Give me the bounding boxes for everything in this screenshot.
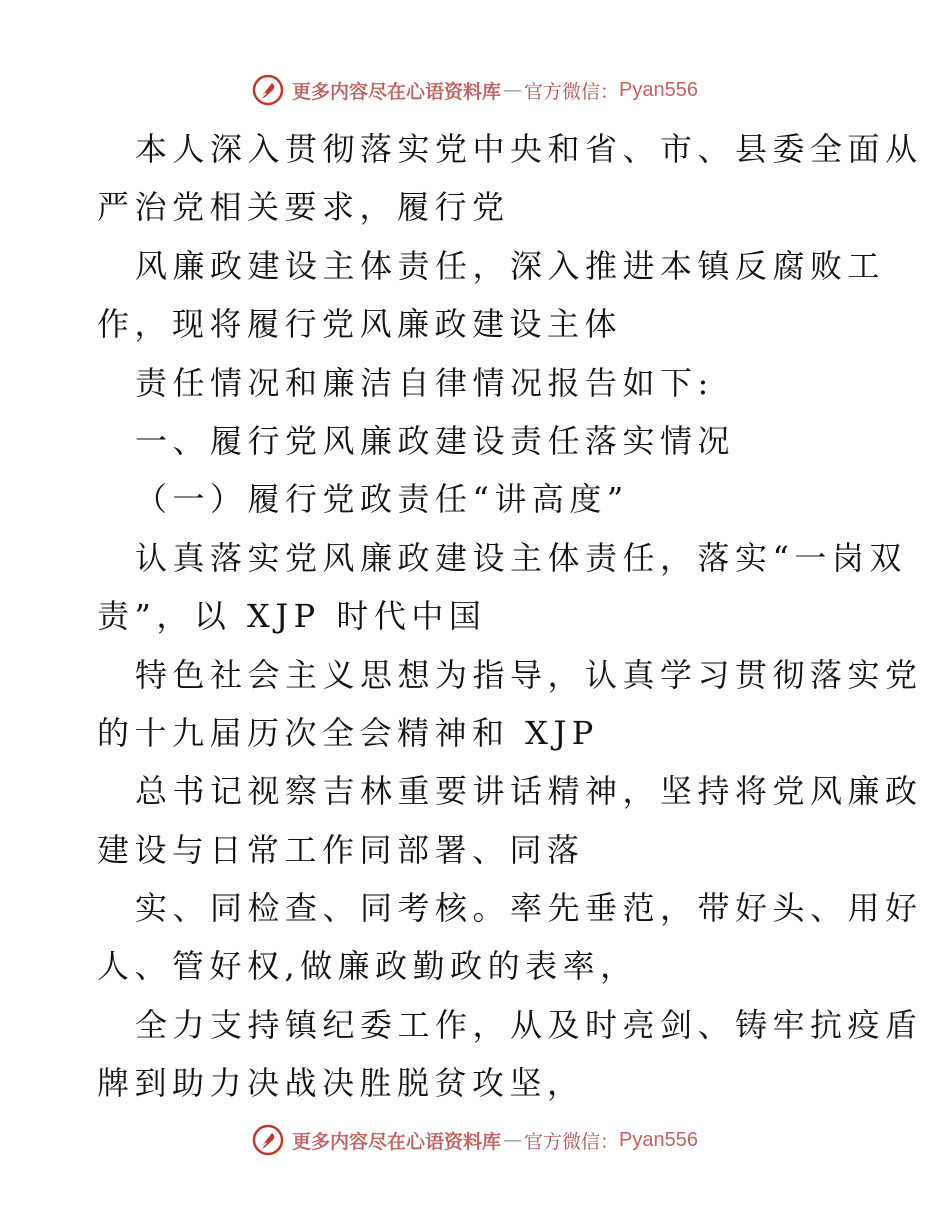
paragraph-line: 风廉政建设主体责任，深入推进本镇反腐败工 [135,246,886,285]
paragraph-line: 本人深入贯彻落实党中央和省、市、县委全面从 [135,130,923,168]
watermark-text: 更多内容尽在心语资料库 [292,80,502,103]
feather-logo-icon [252,74,284,106]
paragraph-line: 认真落实党风廉政建设主体责任，落实“一岗双 [135,538,907,577]
subsection-heading: （一）履行党政责任“讲高度” [135,480,629,519]
watermark-text: 更多内容尽在心语资料库 [292,1130,502,1153]
watermark-wechat-label: 官方微信： [524,80,620,103]
header-watermark [0,70,950,110]
paragraph-line: 责”，以 XJP 时代中国 [97,597,487,636]
paragraph-line: 人、管好权,做廉政勤政的表率， [97,947,638,986]
paragraph-line: 作，现将履行党风廉政建设主体 [97,305,623,344]
watermark-dash: — [503,79,523,101]
paragraph-line: 全力支持镇纪委工作，从及时亮剑、铸牢抗疫盾 [135,1005,923,1044]
paragraph-line: 严治党相关要求，履行党 [97,188,510,227]
paragraph-line: 牌到助力决战决胜脱贫攻坚， [97,1064,585,1103]
paragraph-line: 实、同检查、同考核。率先垂范，带好头、用好 [135,889,923,928]
document-body [97,120,923,1113]
paragraph-line: 建设与日常工作同部署、同落 [97,830,585,869]
feather-logo-icon [252,1124,284,1156]
watermark-wechat-id: Pyan556 [619,1128,698,1151]
paragraph-line: 责任情况和廉洁自律情况报告如下: [135,363,714,402]
watermark-dash: — [503,1129,523,1151]
section-heading: 一、履行党风廉政建设责任落实情况 [135,421,736,460]
paragraph-line: 总书记视察吉林重要讲话精神，坚持将党风廉政 [135,772,923,811]
paragraph-line: 的十九届历次全会精神和 XJP [97,713,599,752]
watermark-wechat-label: 官方微信： [524,1130,620,1153]
footer-watermark [0,1120,950,1160]
paragraph-line: 特色社会主义思想为指导，认真学习贯彻落实党 [135,655,923,694]
watermark-wechat-id: Pyan556 [619,78,698,101]
